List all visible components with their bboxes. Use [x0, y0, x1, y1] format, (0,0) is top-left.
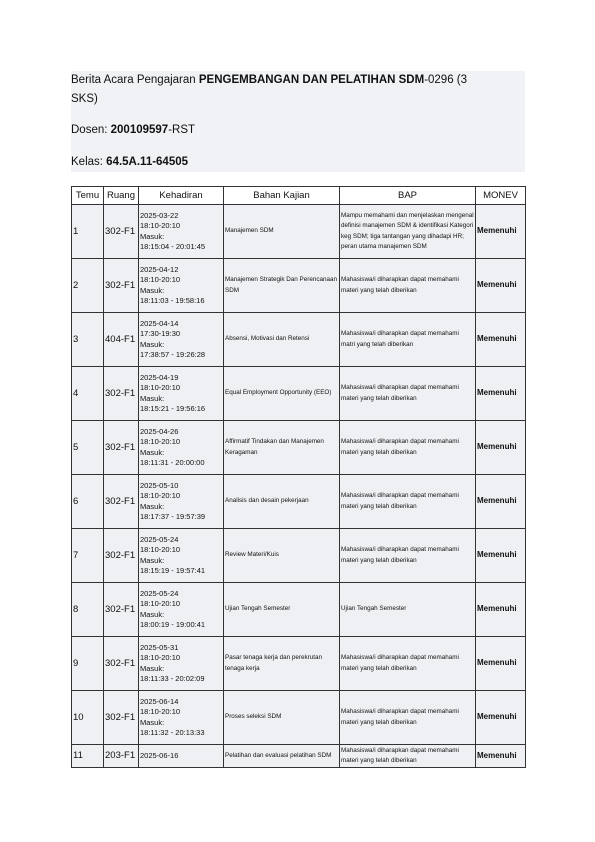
- cell-monev: Memenuhi: [476, 205, 526, 259]
- cell-ruang: 302-F1: [104, 205, 139, 259]
- class-line: [71, 156, 188, 168]
- kehadiran-time: 17:30-19:30: [140, 329, 181, 338]
- kehadiran-time: 18:10-20:10: [140, 545, 181, 554]
- cell-temu: 3: [72, 313, 104, 367]
- cell-temu: 8: [72, 583, 104, 637]
- cell-bahan-kajian: Pasar tenaga kerja dan perekrutan tenaga kerja: [224, 637, 340, 691]
- course-sks: SKS): [71, 93, 98, 105]
- kehadiran-masuk-label: Masuk:: [140, 501, 165, 511]
- cell-ruang: 302-F1: [104, 583, 139, 637]
- cell-temu: 9: [72, 637, 104, 691]
- cell-kehadiran: [139, 205, 224, 259]
- cell-temu: 1: [72, 205, 104, 259]
- kehadiran-masuk-label: Masuk:: [140, 447, 165, 457]
- cell-temu: 10: [72, 691, 104, 745]
- cell-ruang: 302-F1: [104, 475, 139, 529]
- cell-monev: Memenuhi: [476, 691, 526, 745]
- cell-bap: Mahasiswa/i diharapkan dapat memahami materi yang telah diberikan: [340, 745, 476, 768]
- cell-bap: Mahasiswa/i diharapkan dapat memahami materi yang telah diberikan: [340, 367, 476, 421]
- kehadiran-masuk: 17:38:57 - 19:26:28: [140, 350, 206, 359]
- kehadiran-masuk: 18:11:03 - 19:58:16: [140, 296, 205, 305]
- kehadiran-masuk: 18:00:19 - 19:00:41: [140, 620, 206, 629]
- kehadiran-date: 2025-03-22: [140, 210, 179, 220]
- kehadiran-date: 2025-05-24: [140, 588, 179, 598]
- lecturer-code: -RST: [168, 124, 196, 136]
- table-row: [72, 691, 526, 745]
- cell-monev: Memenuhi: [476, 421, 526, 475]
- cell-temu: 4: [72, 367, 104, 421]
- table-row: [72, 421, 526, 475]
- table-row: [72, 583, 526, 637]
- cell-monev: Memenuhi: [476, 529, 526, 583]
- kehadiran-masuk-label: Masuk:: [140, 663, 165, 673]
- col-header-kehadiran: Kehadiran: [139, 187, 224, 205]
- kehadiran-time: 18:10-20:10: [140, 653, 181, 662]
- course-name: PENGEMBANGAN DAN PELATIHAN SDM: [198, 74, 425, 86]
- kehadiran-masuk: 18:11:33 - 20:02:09: [140, 674, 205, 683]
- table-row: [72, 745, 526, 768]
- cell-bap: Mahasiswa/i diharapkan dapat memahami materi yang telah diberikan: [340, 259, 476, 313]
- table-row: [72, 259, 526, 313]
- cell-kehadiran: [139, 529, 224, 583]
- kehadiran-date: 2025-06-14: [140, 696, 179, 706]
- cell-monev: Memenuhi: [476, 637, 526, 691]
- cell-kehadiran: [139, 745, 224, 768]
- col-header-ruang: Ruang: [104, 187, 139, 205]
- kehadiran-time: 18:10-20:10: [140, 383, 181, 392]
- cell-bahan-kajian: Analisis dan desain pekerjaan: [224, 475, 340, 529]
- course-title: [71, 74, 467, 86]
- kehadiran-date: 2025-04-26: [140, 426, 179, 436]
- cell-bahan-kajian: Manajemen SDM: [224, 205, 340, 259]
- kehadiran-time: 18:10-20:10: [140, 275, 181, 284]
- cell-monev: Memenuhi: [476, 313, 526, 367]
- cell-bap: Mahasiswa/i diharapkan dapat memahami matri yang telah diberikan: [340, 313, 476, 367]
- cell-monev: Memenuhi: [476, 745, 526, 768]
- cell-bahan-kajian: Proses seleksi SDM: [224, 691, 340, 745]
- course-code: -0296 (3: [424, 74, 468, 86]
- lecturer-id: 200109597: [110, 124, 169, 136]
- kehadiran-masuk-label: Masuk:: [140, 393, 165, 403]
- kehadiran-date: 2025-05-24: [140, 534, 179, 544]
- kehadiran-masuk: 18:15:21 - 19:56:16: [140, 404, 206, 413]
- kehadiran-date: 2025-04-19: [140, 372, 179, 382]
- cell-kehadiran: [139, 421, 224, 475]
- class-label: Kelas:: [71, 156, 107, 168]
- kehadiran-masuk: 18:11:31 - 20:00:00: [140, 458, 205, 467]
- cell-temu: 2: [72, 259, 104, 313]
- title-prefix: Berita Acara Pengajaran: [71, 74, 199, 86]
- class-id: 64.5A.11-64505: [106, 156, 189, 168]
- kehadiran-masuk-label: Masuk:: [140, 231, 165, 241]
- cell-bahan-kajian: Equal Employment Opportunity (EEO): [224, 367, 340, 421]
- col-header-monev: MONEV: [476, 187, 526, 205]
- cell-ruang: 302-F1: [104, 421, 139, 475]
- kehadiran-masuk-label: Masuk:: [140, 339, 165, 349]
- kehadiran-time: 18:10-20:10: [140, 491, 181, 500]
- kehadiran-masuk-label: Masuk:: [140, 285, 165, 295]
- table-row: [72, 205, 526, 259]
- cell-bap: Mahasiswa/i diharapkan dapat memahami materi yang telah diberikan: [340, 691, 476, 745]
- cell-ruang: 203-F1: [104, 745, 139, 768]
- cell-temu: 11: [72, 745, 104, 768]
- cell-ruang: 302-F1: [104, 637, 139, 691]
- cell-kehadiran: [139, 475, 224, 529]
- cell-kehadiran: [139, 313, 224, 367]
- cell-bahan-kajian: Manajemen Strategik Dan Perencanaan SDM: [224, 259, 340, 313]
- cell-bap: Mahasiswa/i diharapkan dapat memahami materi yang telah diberikan: [340, 529, 476, 583]
- cell-bap: Mahasiswa/i diharapkan dapat memahami materi yang telah diberikan: [340, 637, 476, 691]
- cell-temu: 5: [72, 421, 104, 475]
- cell-bap: Ujian Tengah Semester: [340, 583, 476, 637]
- table-row: [72, 313, 526, 367]
- cell-ruang: 302-F1: [104, 367, 139, 421]
- lecturer-label: Dosen:: [71, 124, 111, 136]
- table-row: [72, 529, 526, 583]
- table-row: [72, 637, 526, 691]
- cell-ruang: 302-F1: [104, 691, 139, 745]
- cell-bap: Mahasiswa/i diharapkan dapat memahami materi yang telah diberikan: [340, 421, 476, 475]
- attendance-table: [71, 186, 526, 768]
- kehadiran-masuk: 18:15:04 - 20:01:45: [140, 242, 206, 251]
- kehadiran-date: 2025-06-16: [140, 750, 179, 760]
- cell-kehadiran: [139, 637, 224, 691]
- cell-bahan-kajian: Affirmatif Tindakan dan Manajemen Keragaman: [224, 421, 340, 475]
- cell-temu: 7: [72, 529, 104, 583]
- col-header-temu: Temu: [72, 187, 104, 205]
- cell-temu: 6: [72, 475, 104, 529]
- kehadiran-time: 18:10-20:10: [140, 221, 181, 230]
- kehadiran-time: 18:10-20:10: [140, 437, 181, 446]
- kehadiran-date: 2025-05-10: [140, 480, 179, 490]
- cell-ruang: 302-F1: [104, 529, 139, 583]
- col-header-bap: BAP: [340, 187, 476, 205]
- cell-bahan-kajian: Pelatihan dan evaluasi pelatihan SDM: [224, 745, 340, 768]
- cell-kehadiran: [139, 691, 224, 745]
- kehadiran-masuk: 18:11:32 - 20:13:33: [140, 728, 205, 737]
- cell-bahan-kajian: Absensi, Motivasi dan Retensi: [224, 313, 340, 367]
- kehadiran-masuk-label: Masuk:: [140, 609, 165, 619]
- col-header-bahan-kajian: Bahan Kajian: [224, 187, 340, 205]
- kehadiran-time: 18:10-20:10: [140, 599, 181, 608]
- cell-monev: Memenuhi: [476, 583, 526, 637]
- lecturer-line: [71, 124, 195, 136]
- cell-kehadiran: [139, 583, 224, 637]
- table-row: [72, 367, 526, 421]
- table-row: [72, 475, 526, 529]
- cell-kehadiran: [139, 367, 224, 421]
- cell-bahan-kajian: Review Materi/Kuis: [224, 529, 340, 583]
- table-header-row: [72, 187, 526, 205]
- document-header: [71, 71, 525, 172]
- cell-monev: Memenuhi: [476, 367, 526, 421]
- kehadiran-time: 18:10-20:10: [140, 707, 181, 716]
- kehadiran-date: 2025-04-14: [140, 318, 179, 328]
- kehadiran-date: 2025-05-31: [140, 642, 179, 652]
- cell-monev: Memenuhi: [476, 259, 526, 313]
- cell-bap: Mahasiswa/i diharapkan dapat memahami materi yang telah diberikan: [340, 475, 476, 529]
- cell-bahan-kajian: Ujian Tengah Semester: [224, 583, 340, 637]
- cell-ruang: 404-F1: [104, 313, 139, 367]
- kehadiran-masuk: 18:17:37 - 19:57:39: [140, 512, 206, 521]
- kehadiran-masuk-label: Masuk:: [140, 555, 165, 565]
- kehadiran-date: 2025-04-12: [140, 264, 179, 274]
- kehadiran-masuk-label: Masuk:: [140, 717, 165, 727]
- cell-bap: Mampu memahami dan menjelaskan mengenal definisi manajemen SDM & identifikasi Kategori keg SDM; tiga tantangan yang dihadapi HR; peran utama manajemen SDM: [340, 205, 476, 259]
- kehadiran-masuk: 18:15:19 - 19:57:41: [140, 566, 206, 575]
- cell-ruang: 302-F1: [104, 259, 139, 313]
- cell-monev: Memenuhi: [476, 475, 526, 529]
- cell-kehadiran: [139, 259, 224, 313]
